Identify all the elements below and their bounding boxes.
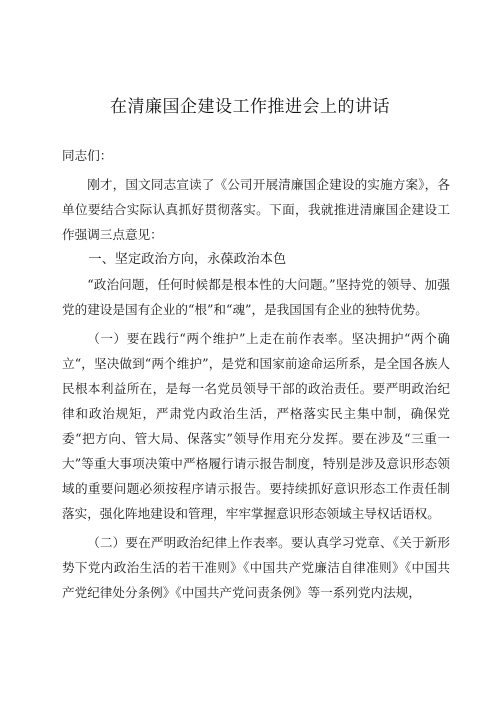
section-heading-1: 一、坚定政治方向，永葆政治本色 bbox=[88, 252, 287, 267]
section-1-intro-paragraph: “政治问题，任何时候都是根本性的大问题。”坚持党的领导、加强党的建设是国有企业的“根”和“魂”，是我国国有企业的独特优势。 bbox=[62, 277, 450, 317]
greeting: 同志们： bbox=[62, 148, 113, 163]
document-body bbox=[62, 143, 450, 605]
document-title: 在清廉国企建设工作推进会上的讲话 bbox=[110, 97, 390, 117]
point-1-paragraph: （一）要在践行“两个维护”上走在前作表率。坚决拥护“两个确立“，坚决做到“两个维护”，是党和国家前途命运所系，是全国各族人民根本利益所在，是每一名党员领导干部的政治责任。要严明政治纪律和政治规矩，严肃党内政治生活，严格落实民主集中制，确保党委“把方向、管大局、保落实”领导作用充分发挥。要在涉及“三重一大”等重大事项决策中严格履行请示报告制度，特别是涉及意识形态领域的重要问题必须按程序请示报告。要持续抓好意识形态工作责任制落实，强化阵地建设和管理，牢牢掌握意识形态领域主导权话语权。 bbox=[62, 331, 450, 521]
intro-paragraph: 刚才，国文同志宣读了《公司开展清廉国企建设的实施方案》，各单位要结合实际认真抓好贯彻落实。下面，我就推进清廉国企建设工作强调三点意见： bbox=[62, 177, 450, 242]
point-2-paragraph: （二）要在严明政治纪律上作表率。要认真学习党章、《关于新形势下党内政治生活的若干准则》《中国共产党廉洁自律准则》《中国共产党纪律处分条例》《中国共产党问责条例》等一系列党内法规， bbox=[62, 535, 450, 600]
